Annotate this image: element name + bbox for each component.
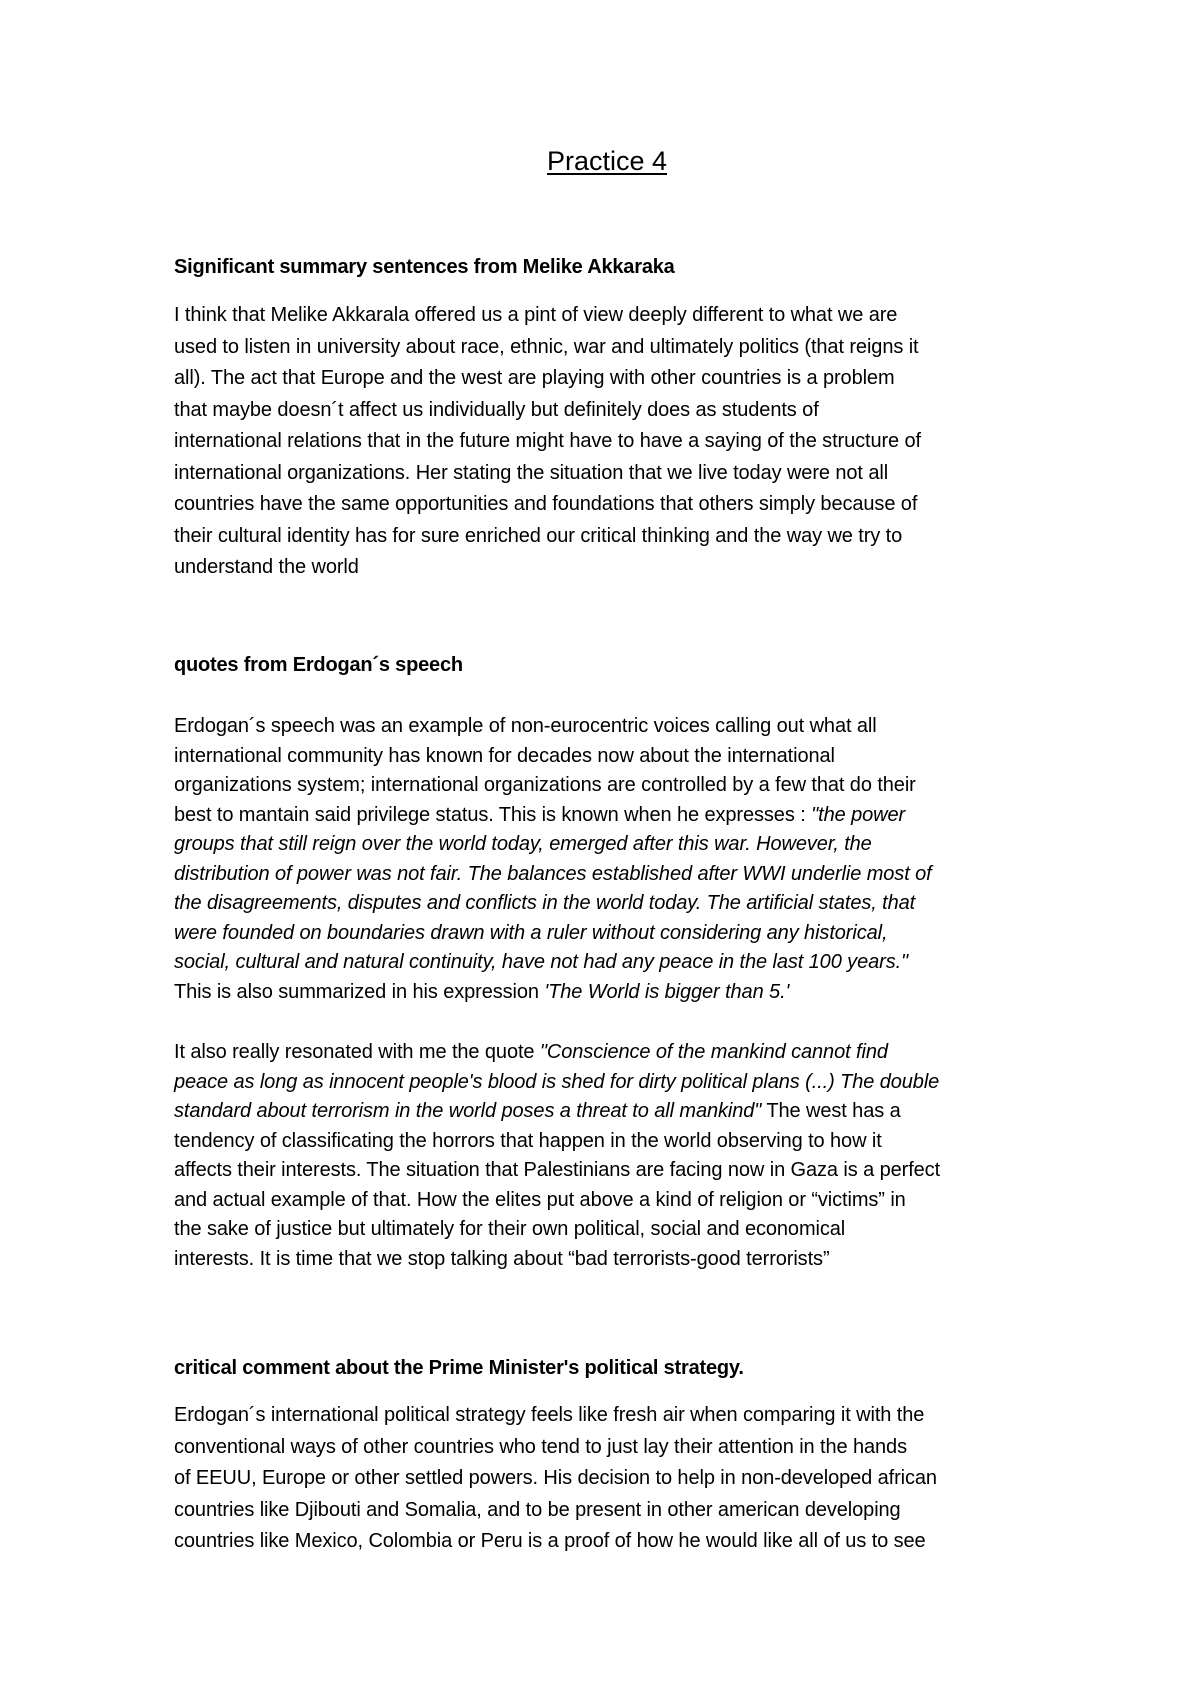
section-heading-critical-comment: critical comment about the Prime Minister's political strategy.	[174, 1357, 744, 1379]
paragraph-line: organizations system; international organizations are controlled by a few that do their	[174, 774, 916, 796]
paragraph-line: of EEUU, Europe or other settled powers. His decision to help in non-developed african	[174, 1467, 937, 1489]
paragraph-line: conventional ways of other countries who tend to just lay their attention in the hands	[174, 1435, 907, 1458]
quote-line: the disagreements, disputes and conflicts in the world today. The artificial states, that	[174, 892, 916, 914]
paragraph-line: that maybe doesn´t affect us individually but definitely does as students of	[174, 398, 819, 421]
quote-line: peace as long as innocent people's blood is shed for dirty political plans (...) The double	[174, 1070, 940, 1093]
paragraph-line: international community has known for decades now about the international	[174, 744, 835, 767]
paragraph-line: I think that Melike Akkarala offered us a pint of view deeply different to what we are	[174, 304, 898, 326]
paragraph-line: international relations that in the future might have to have a saying of the structure of	[174, 430, 922, 452]
paragraph-line: all). The act that Europe and the west are playing with other countries is a problem	[174, 367, 895, 389]
paragraph-line: countries have the same opportunities and foundations that others simply because of	[174, 493, 918, 515]
paragraph-line: Erdogan´s international political strategy feels like fresh air when comparing it with the	[174, 1404, 925, 1426]
quote-text: 'The World is bigger than 5.'	[544, 980, 790, 1003]
paragraph-line: and actual example of that. How the elites put above a kind of religion or “victims” in	[174, 1188, 906, 1211]
page-title: Practice 4	[546, 146, 668, 176]
strategy-paragraph	[174, 1400, 1040, 1558]
paragraph-line: countries like Mexico, Colombia or Peru is a proof of how he would like all of us to see	[174, 1530, 926, 1552]
paragraph-line	[174, 978, 1040, 1008]
plain-text: best to mantain said privilege status. This is known when he expresses :	[174, 803, 812, 826]
quote-text: "the power	[811, 803, 906, 826]
plain-text: This is also summarized in his expression	[174, 980, 545, 1003]
paragraph-line	[174, 1097, 1040, 1127]
section-heading-quotes: quotes from Erdogan´s speech	[174, 654, 463, 676]
quote-line: distribution of power was not fair. The balances established after WWI underlie most of	[174, 862, 932, 885]
section-heading-summary: Significant summary sentences from Melike Akkaraka	[174, 256, 675, 278]
quote-line: were founded on boundaries drawn with a ruler without considering any historical,	[174, 921, 888, 944]
paragraph-line: international organizations. Her stating the situation that we live today were not all	[174, 461, 889, 484]
paragraph-line: their cultural identity has for sure enriched our critical thinking and the way we try to	[174, 524, 903, 547]
paragraph-line: the sake of justice but ultimately for their own political, social and economical	[174, 1218, 846, 1240]
paragraph-line: tendency of classificating the horrors that happen in the world observing to how it	[174, 1129, 882, 1152]
plain-text: The west has a	[761, 1100, 901, 1122]
paragraph-line: affects their interests. The situation that Palestinians are facing now in Gaza is a perfect	[174, 1159, 941, 1181]
paragraph-line: interests. It is time that we stop talking about “bad terrorists-good terrorists”	[174, 1247, 830, 1270]
quote-text: "Conscience of the mankind cannot find	[539, 1041, 888, 1063]
resonance-paragraph	[174, 1038, 1040, 1274]
speech-paragraph	[174, 712, 1040, 1007]
plain-text: It also really resonated with me the quote	[174, 1041, 540, 1063]
paragraph-line	[174, 1038, 1040, 1068]
paragraph-line: countries like Djibouti and Somalia, and to be present in other american developing	[174, 1498, 901, 1521]
quote-text: standard about terrorism in the world poses a threat to all mankind"	[174, 1100, 762, 1122]
quote-line: groups that still reign over the world today, emerged after this war. However, the	[174, 833, 872, 855]
paragraph-line: Erdogan´s speech was an example of non-eurocentric voices calling out what all	[174, 715, 877, 737]
paragraph-line: understand the world	[174, 556, 359, 578]
paragraph-line: used to listen in university about race, ethnic, war and ultimately politics (that reigns it	[174, 335, 919, 358]
paragraph-line	[174, 801, 1040, 831]
summary-paragraph	[174, 300, 1040, 584]
quote-line: social, cultural and natural continuity, have not had any peace in the last 100 years."	[174, 951, 909, 973]
